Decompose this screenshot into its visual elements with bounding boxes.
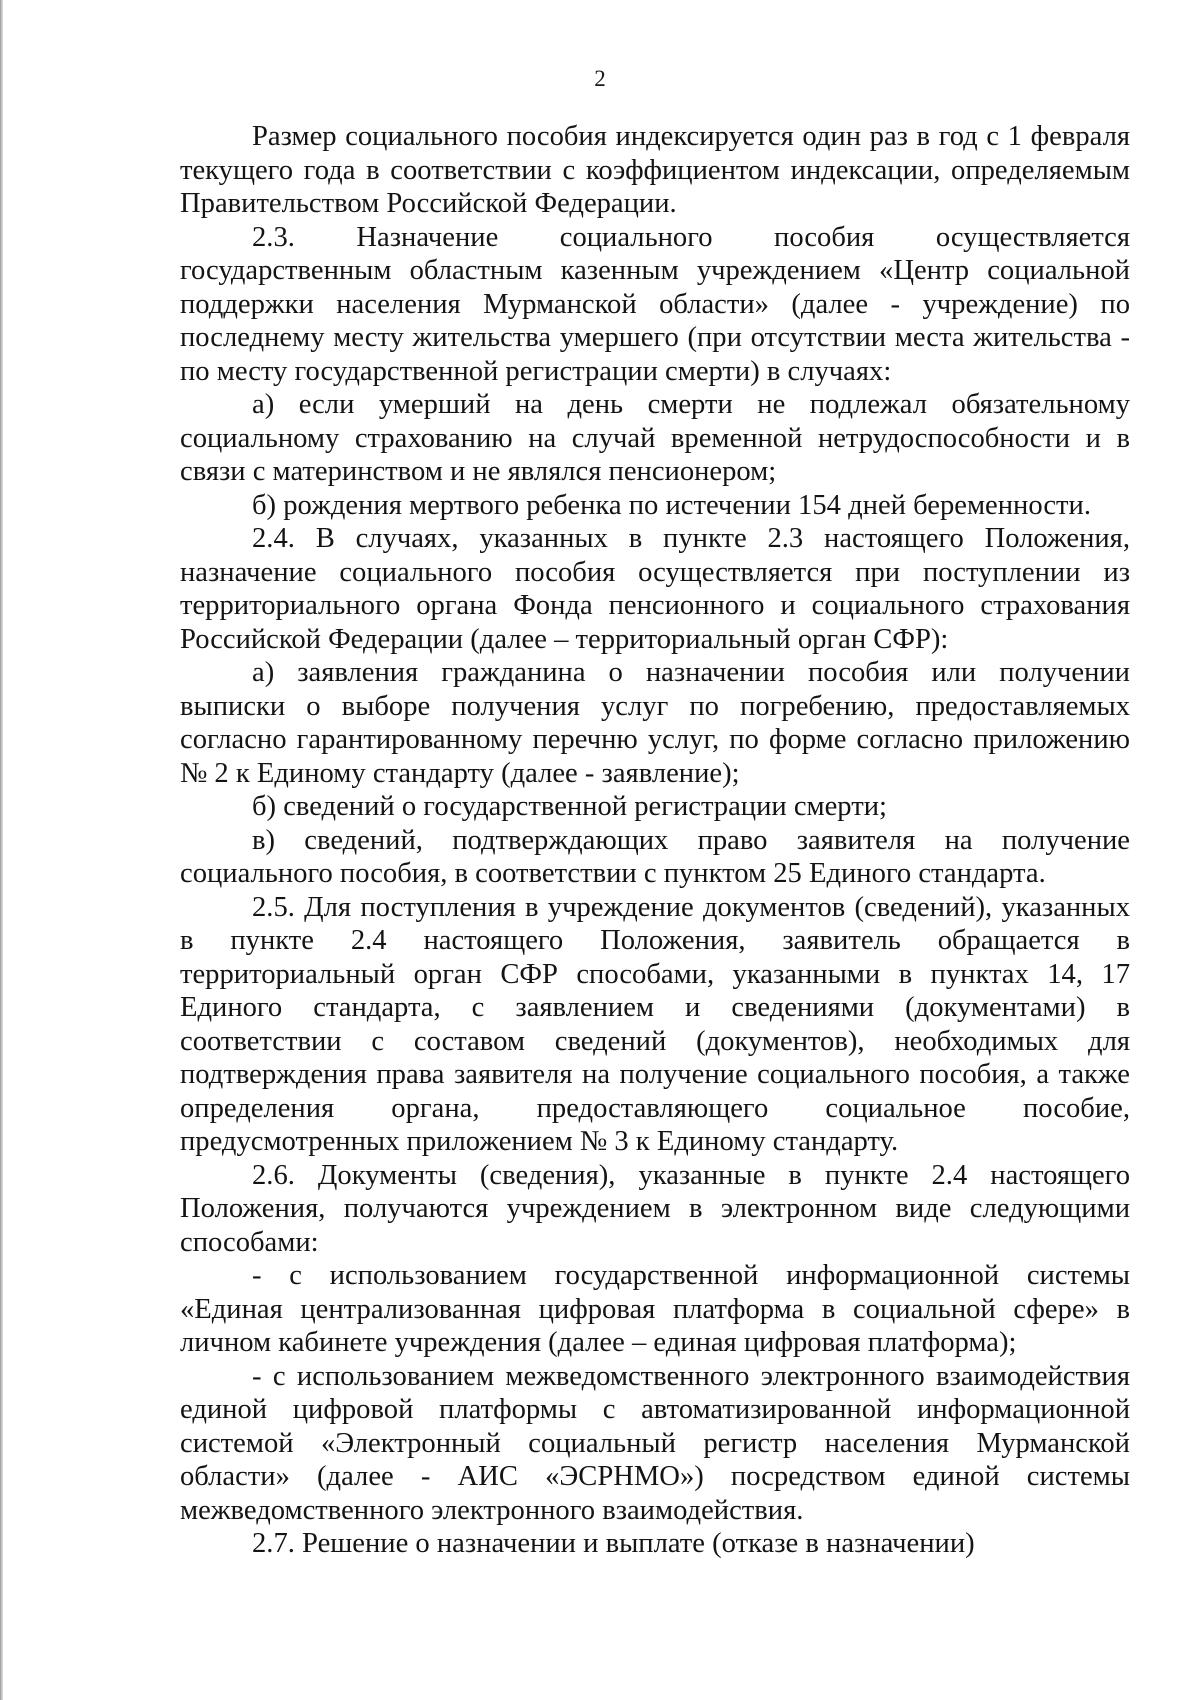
paragraph-2-7: 2.7. Решение о назначении и выплате (отказе в назначении) [252,1528,975,1559]
document-body [180,120,1130,1561]
paragraph-2-6: 2.6. Документы (сведения), указанные в пункте 2.4 настоящего Положения, получаются учреждением в электронном виде следующими способами: [180,1159,1130,1258]
paragraph-2-4-v: в) сведений, подтверждающих право заявителя на получение социального пособия, в соответствии с пунктом 25 Единого стандарта. [180,824,1130,889]
paragraph-2-3: 2.3. Назначение социального пособия осуществляется государственным областным казенным учреждением «Центр социальной поддержки населения Мурманской области» (далее - учреждение) по последнему месту жительства умершего (при отсутствии места жительства - по месту государственной регистрации смерти) в случаях: [180,221,1130,387]
paragraph-2-4: 2.4. В случаях, указанных в пункте 2.3 настоящего Положения, назначение социального пособия осуществляется при поступлении из территориального органа Фонда пенсионного и социального страхования Российской Федерации (далее – территориальный орган СФР): [180,523,1130,655]
paragraph-2-3-a: а) если умерший на день смерти не подлежал обязательному социальному страхованию на случай временной нетрудоспособности и в связи с материнством и не являлся пенсионером; [180,389,1130,487]
page-number: 2 [594,66,606,91]
paragraph-2-3-b: б) рождения мертвого ребенка по истечении 154 дней беременности. [252,489,1091,521]
paragraph-2-4-b: б) сведений о государственной регистрации смерти; [252,791,887,822]
paragraph-2-5: 2.5. Для поступления в учреждение документов (сведений), указанных в пункте 2.4 настоящего Положения, заявитель обращается в территориальный орган СФР способами, указанными в пунктах 14, 17 Единого стандарта, с заявлением и сведениями (документами) в соответствии с составом сведений (документов), необходимых для подтверждения права заявителя на получение социального пособия, а также определения органа, предоставляющего социальное пособие, предусмотренных приложением № 3 к Единому стандарту. [180,891,1130,1157]
paragraph-2-4-a: а) заявления гражданина о назначении пособия или получении выписки о выборе получения услуг по погребению, предоставляемых согласно гарантированному перечню услуг, по форме согласно приложению № 2 к Единому стандарту (далее - заявление); [180,657,1130,789]
scan-edge [0,0,3,1700]
paragraph-indexation: Размер социального пособия индексируется один раз в год с 1 февраля текущего года в соответствии с коэффициентом индексации, определяемым Правительством Российской Федерации. [180,121,1130,219]
paragraph-2-6-dash-2: - с использованием межведомственного электронного взаимодействия единой цифровой платформы с автоматизированной информационной системой «Электронный социальный регистр населения Мурманской области» (далее - АИС «ЭСРНМО») посредством единой системы межведомственного электронного взаимодействия. [180,1360,1130,1526]
paragraph-2-6-dash-1: - с использованием государственной информационной системы «Единая централизованная цифровая платформа в социальной сфере» в личном кабинете учреждения (далее – единая цифровая платформа); [180,1260,1130,1358]
